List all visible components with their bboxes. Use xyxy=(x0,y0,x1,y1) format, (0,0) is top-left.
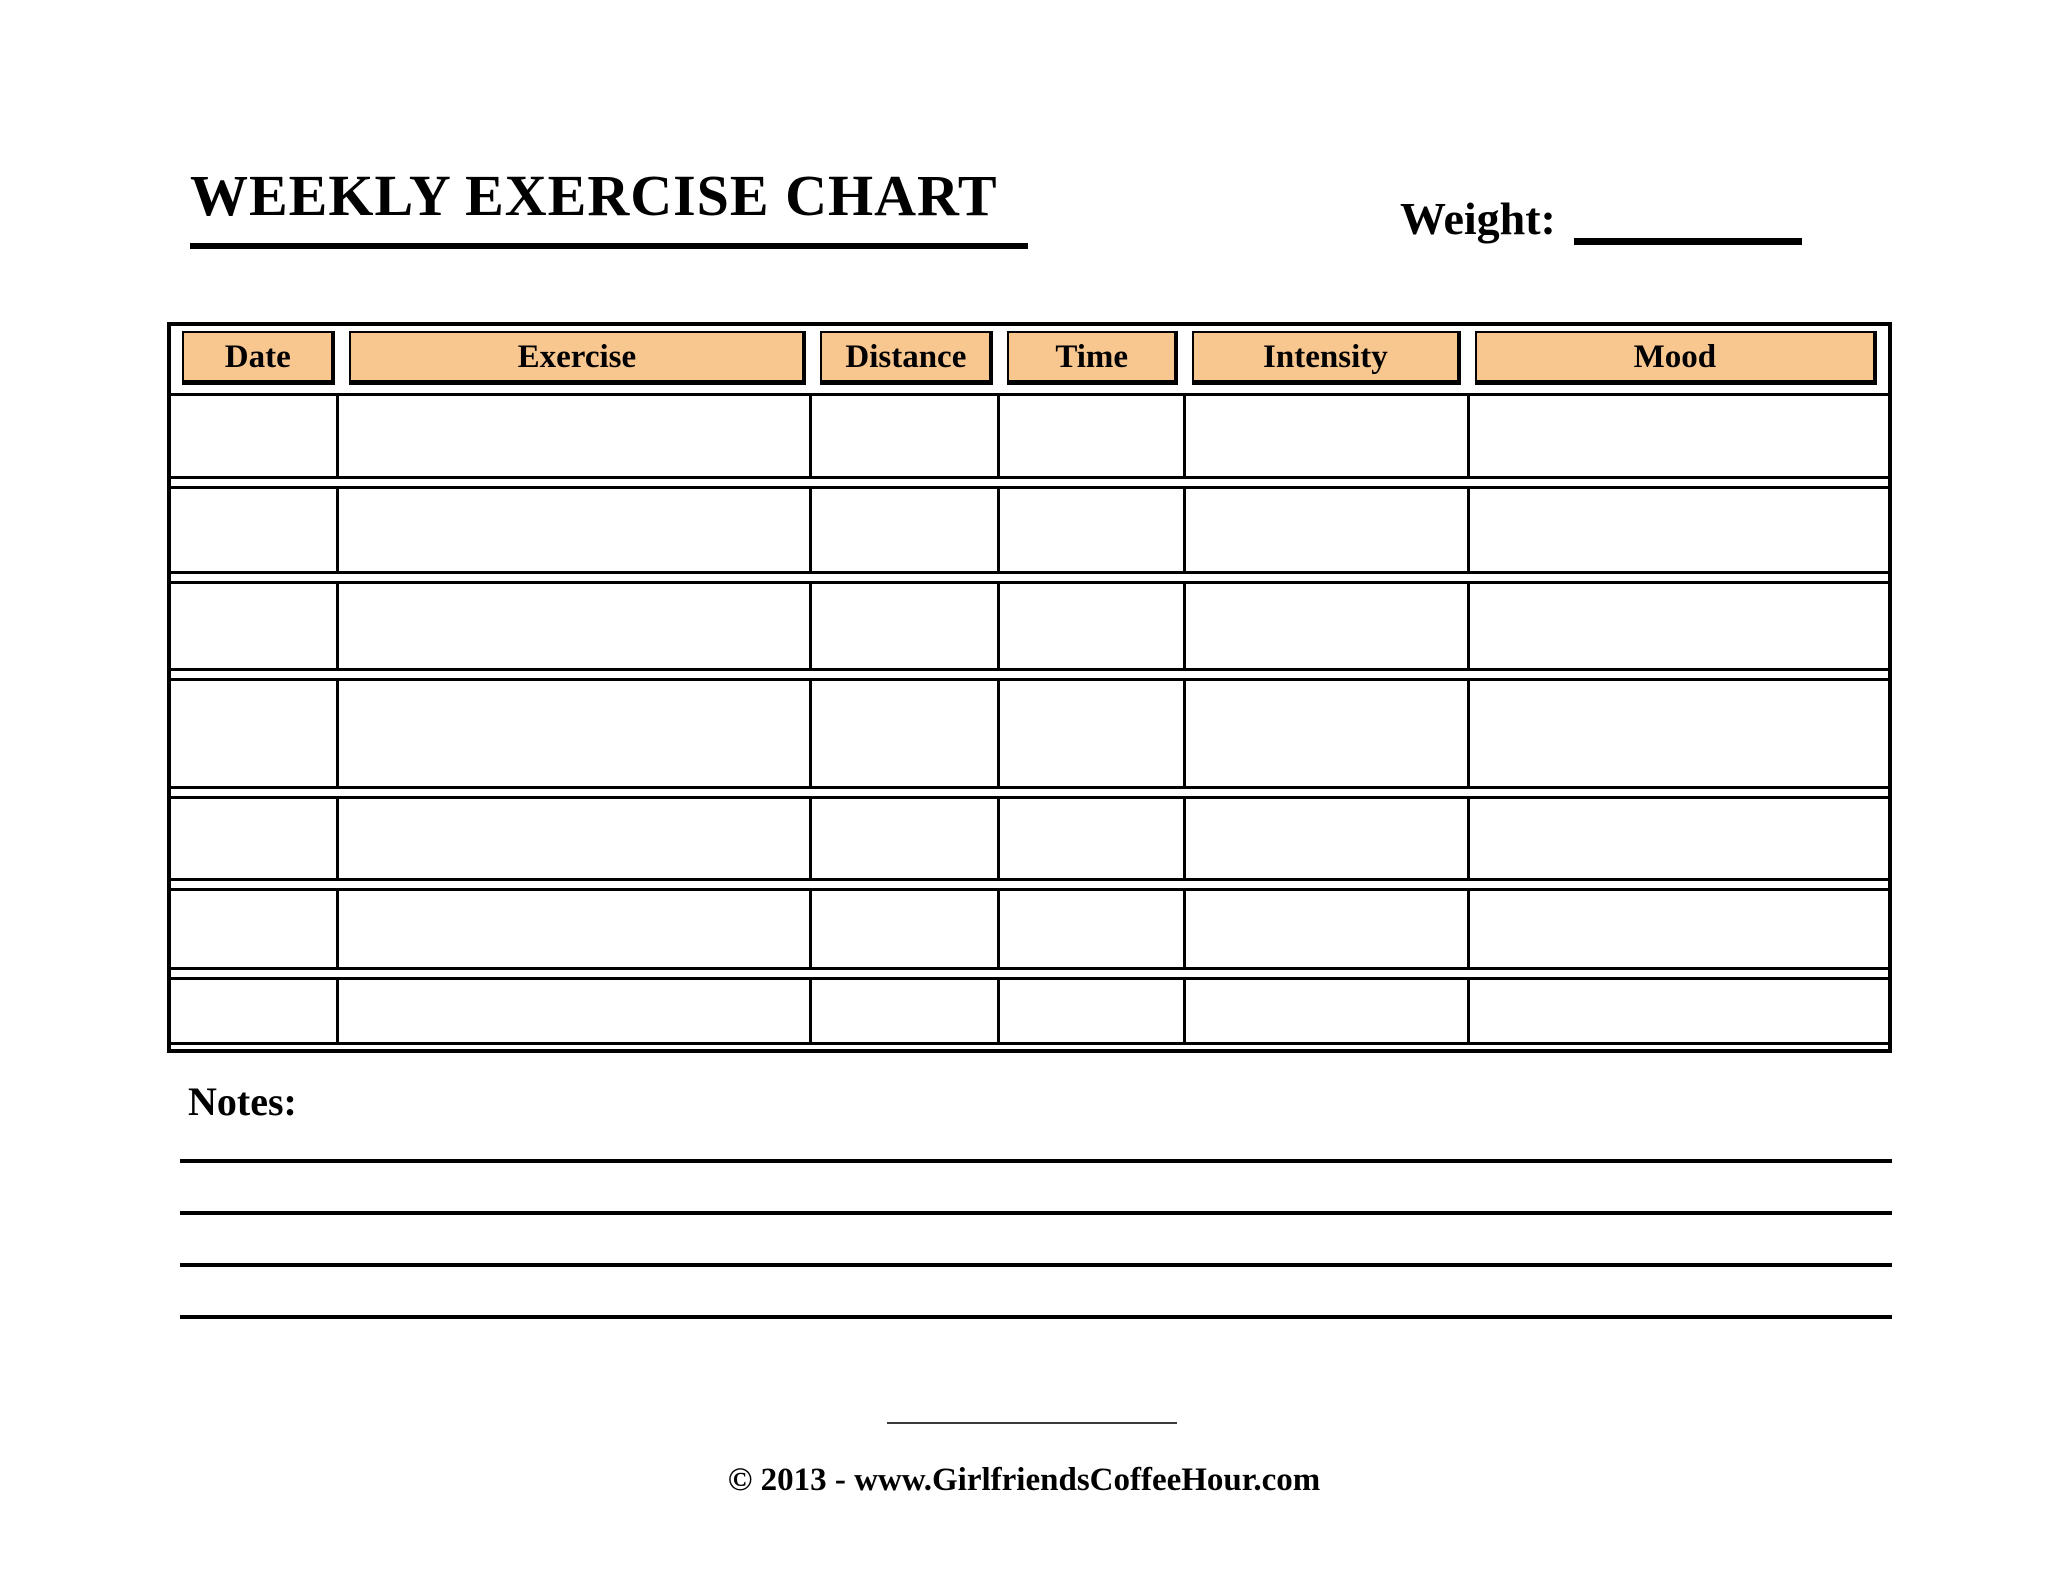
table-cell-exercise[interactable] xyxy=(339,681,812,786)
table-cell-intensity[interactable] xyxy=(1186,891,1470,967)
table-cell-intensity[interactable] xyxy=(1186,980,1470,1042)
table-row xyxy=(171,888,1888,970)
table-cell-time[interactable] xyxy=(1000,681,1185,786)
column-header-time: Time xyxy=(1007,331,1178,385)
exercise-table xyxy=(167,322,1892,1053)
table-cell-exercise[interactable] xyxy=(339,489,812,571)
table-cell-exercise[interactable] xyxy=(339,799,812,878)
column-header-wrap-distance xyxy=(813,331,1000,385)
table-cell-mood[interactable] xyxy=(1470,584,1888,668)
table-row xyxy=(171,977,1888,1045)
notes-line[interactable] xyxy=(180,1315,1892,1319)
notes-lines xyxy=(180,1159,1892,1367)
table-row xyxy=(171,678,1888,789)
copyright-text: © 2013 - www.GirlfriendsCoffeeHour.com xyxy=(727,1462,1321,1498)
table-cell-exercise[interactable] xyxy=(339,891,812,967)
column-header-date: Date xyxy=(182,331,335,385)
column-header-wrap-intensity xyxy=(1185,331,1468,385)
notes-line[interactable] xyxy=(180,1159,1892,1163)
weight-blank-line[interactable] xyxy=(1574,188,1802,245)
table-row xyxy=(171,581,1888,671)
table-cell-exercise[interactable] xyxy=(339,980,812,1042)
column-header-wrap-exercise xyxy=(342,331,813,385)
column-header-wrap-mood xyxy=(1468,331,1884,385)
table-cell-intensity[interactable] xyxy=(1186,584,1470,668)
table-cell-time[interactable] xyxy=(1000,584,1185,668)
table-cell-distance[interactable] xyxy=(812,584,1000,668)
table-cell-mood[interactable] xyxy=(1470,489,1888,571)
table-cell-mood[interactable] xyxy=(1470,396,1888,476)
table-cell-date[interactable] xyxy=(171,681,339,786)
table-cell-exercise[interactable] xyxy=(339,584,812,668)
table-cell-mood[interactable] xyxy=(1470,681,1888,786)
table-cell-distance[interactable] xyxy=(812,980,1000,1042)
table-header-row xyxy=(175,331,1884,385)
table-row xyxy=(171,796,1888,881)
weight-field xyxy=(1400,188,1802,245)
column-header-wrap-time xyxy=(1000,331,1185,385)
footer-divider-line xyxy=(887,1422,1177,1424)
table-cell-mood[interactable] xyxy=(1470,891,1888,967)
notes-label: Notes: xyxy=(188,1079,297,1124)
page-title: WEEKLY EXERCISE CHART xyxy=(190,162,1028,249)
table-cell-mood[interactable] xyxy=(1470,799,1888,878)
table-cell-distance[interactable] xyxy=(812,489,1000,571)
weight-label: Weight: xyxy=(1400,193,1556,244)
table-cell-mood[interactable] xyxy=(1470,980,1888,1042)
table-cell-intensity[interactable] xyxy=(1186,799,1470,878)
table-row xyxy=(171,486,1888,574)
table-cell-date[interactable] xyxy=(171,980,339,1042)
table-cell-time[interactable] xyxy=(1000,396,1185,476)
table-body xyxy=(171,393,1888,1045)
table-cell-exercise[interactable] xyxy=(339,396,812,476)
column-header-exercise: Exercise xyxy=(349,331,806,385)
table-cell-intensity[interactable] xyxy=(1186,489,1470,571)
column-header-distance: Distance xyxy=(820,331,993,385)
table-cell-date[interactable] xyxy=(171,396,339,476)
notes-line[interactable] xyxy=(180,1211,1892,1215)
table-cell-date[interactable] xyxy=(171,489,339,571)
table-row xyxy=(171,393,1888,479)
table-cell-time[interactable] xyxy=(1000,489,1185,571)
table-cell-date[interactable] xyxy=(171,584,339,668)
table-cell-time[interactable] xyxy=(1000,980,1185,1042)
table-cell-distance[interactable] xyxy=(812,396,1000,476)
table-cell-distance[interactable] xyxy=(812,799,1000,878)
table-cell-date[interactable] xyxy=(171,799,339,878)
table-cell-intensity[interactable] xyxy=(1186,396,1470,476)
column-header-wrap-date xyxy=(175,331,342,385)
table-cell-time[interactable] xyxy=(1000,799,1185,878)
notes-line[interactable] xyxy=(180,1263,1892,1267)
table-cell-time[interactable] xyxy=(1000,891,1185,967)
table-cell-intensity[interactable] xyxy=(1186,681,1470,786)
table-cell-distance[interactable] xyxy=(812,681,1000,786)
column-header-intensity: Intensity xyxy=(1192,331,1461,385)
column-header-mood: Mood xyxy=(1475,331,1877,385)
table-cell-date[interactable] xyxy=(171,891,339,967)
table-cell-distance[interactable] xyxy=(812,891,1000,967)
